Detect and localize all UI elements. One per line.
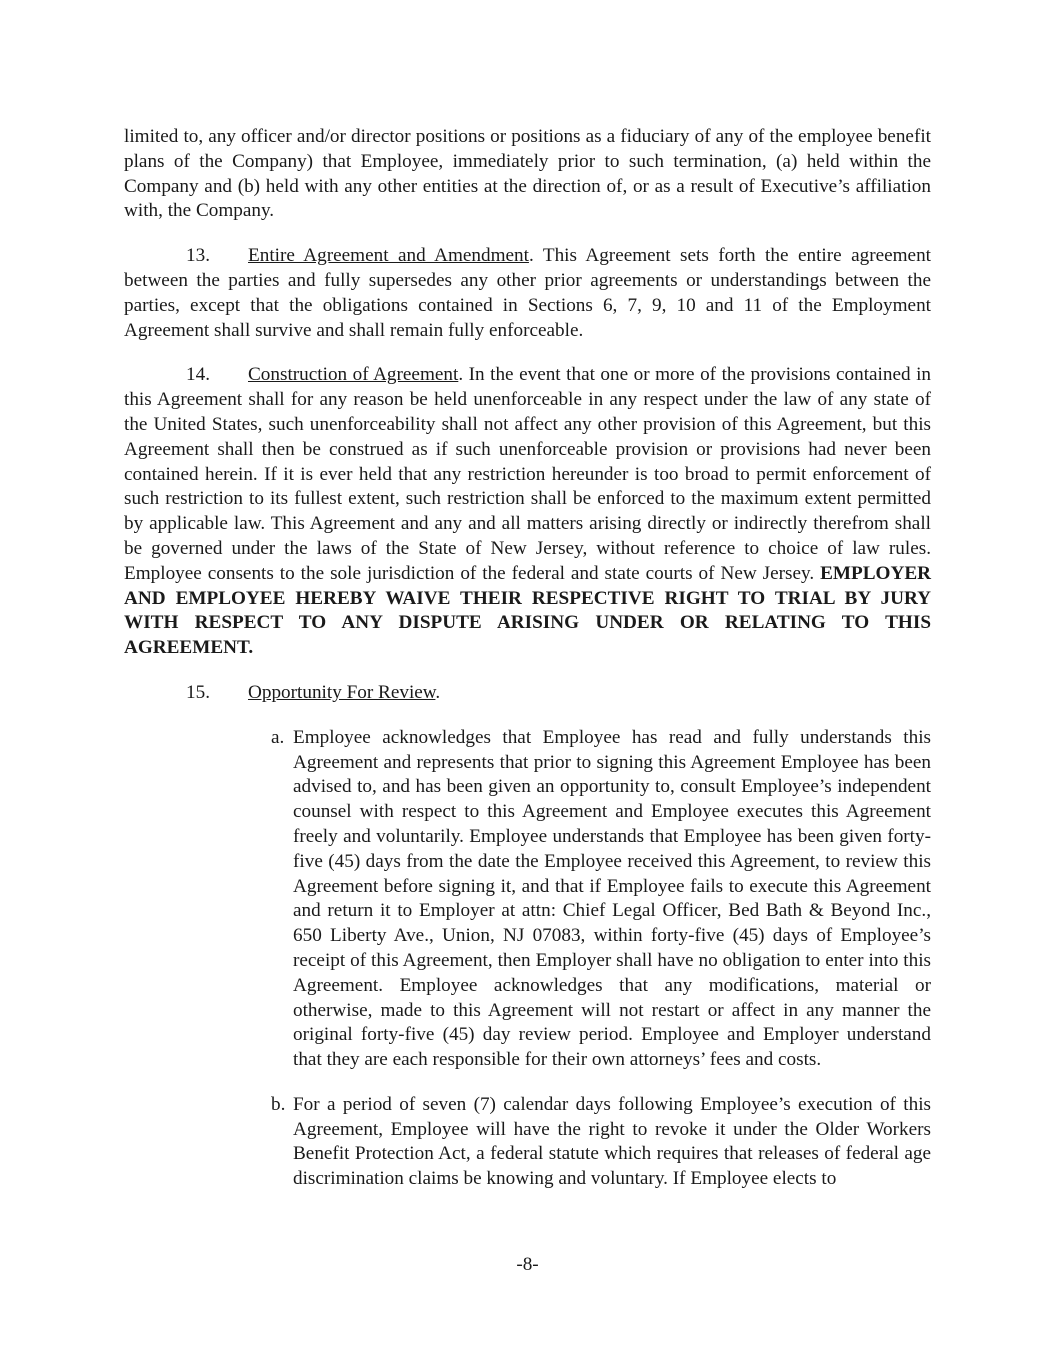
document-page — [124, 125, 931, 1212]
section-14 — [124, 363, 931, 661]
section-number: 14. — [186, 364, 210, 386]
section-heading: Entire Agreement and Amendment — [248, 245, 529, 267]
subsection-letter: b. — [271, 1093, 286, 1115]
subsection-a — [271, 726, 931, 1073]
section-heading: Opportunity For Review — [248, 681, 436, 703]
section-number: 15. — [186, 681, 210, 703]
subsection-text: For a period of seven (7) calendar days following Employee’s execution of this Agreement, Employee will have the right to revoke it under the Older Workers Benefit Protection Act, a federal statute which requires that releases of federal age discrimination claims be knowing and voluntary. If Employee elects to — [293, 1093, 931, 1190]
section-15 — [124, 681, 931, 706]
section-heading: Construction of Agreement — [248, 364, 459, 386]
section-body: . This Agreement sets forth the entire agreement between the parties and fully supersedes any other prior agreements or understandings between the parties, except that the obligations contained in Sections 6, 7, 9, 10 and 11 of the Employment Agreement shall survive and shall remain fully enforceable. — [124, 245, 931, 341]
section-number: 13. — [186, 245, 210, 267]
section-body: . In the event that one or more of the provisions contained in this Agreement shall for any reason be held unenforceable in any respect under the law of any state of the United States, such unenforceability shall not affect any other provision of this Agreement, but this Agreement shall then be construed as if such unenforceable provision or provisions had never been contained herein. If it is ever held that any restriction hereunder is too broad to permit enforcement of such restriction to its fullest extent, such restriction shall be enforced to the maximum extent permitted by applicable law. This Agreement and any and all matters arising directly or indirectly therefrom shall be governed under the laws of the State of New Jersey, without reference to choice of law rules. Employee consents to the sole jurisdiction of the federal and state courts of New Jersey. — [124, 364, 932, 584]
jury-waiver-text: EMPLOYER AND EMPLOYEE HEREBY WAIVE THEIR RESPECTIVE RIGHT TO TRIAL BY JURY WITH RESPECT TO ANY DISPUTE ARISING UNDER OR RELATING TO THIS AGREEMENT. — [124, 562, 931, 659]
section-13 — [124, 244, 931, 343]
continuation-paragraph: limited to, any officer and/or director positions or positions as a fiduciary of any of the employee benefit plans of the Company) that Employee, immediately prior to such termination, (a) held within the Company and (b) held with any other entities at the direction of, or as a result of Executive’s affiliation with, the Company. — [124, 126, 931, 222]
page-number: -8- — [516, 1254, 539, 1275]
section-body: . — [435, 681, 441, 703]
subsection-text: Employee acknowledges that Employee has read and fully understands this Agreement and represents that prior to signing this Agreement Employee has been advised to, and has been given an opportunity to, consult Employee’s independent counsel with respect to this Agreement and Employee executes this Agreement freely and voluntarily. Employee understands that Employee has been given forty-five (45) days from the date the Employee received this Agreement, to review this Agreement before signing it, and that if Employee fails to execute this Agreement and return it to Employer at attn: Chief Legal Officer, Bed Bath & Beyond Inc., 650 Liberty Ave., Union, NJ 07083, within forty-five (45) days of Employee’s receipt of this Agreement, then Employer shall have no obligation to enter into this Agreement. Employee acknowledges that any modifications, material or otherwise, made to this Agreement will not restart or affect in any manner the original forty-five (45) day review period. Employee and Employer understand that they are each responsible for their own attorneys’ fees and costs. — [293, 726, 931, 1071]
subsection-letter: a. — [271, 726, 285, 748]
subsection-b — [271, 1093, 931, 1192]
